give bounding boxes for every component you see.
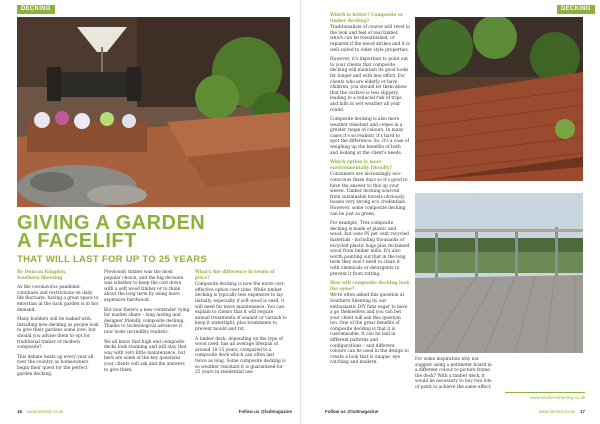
section-heading: Which option is more environmentally friendly?	[330, 160, 392, 171]
page-number-right: 17	[579, 409, 585, 414]
headline-line-1: GIVING A GARDEN	[17, 212, 206, 234]
headline	[17, 214, 297, 250]
website-link-right[interactable]: www.landsd.co.uk	[538, 409, 575, 414]
paragraph: For example, Trex composite decking is made of plastic and wood, but uses 95 per cent recycled materials - including thousands of recycled plastic bags plus reclaimed wood from timber mills. It's also worth pointing out that in the long term they won't need to clean it with chemicals or detergents to prevent it from rotting.	[330, 221, 410, 277]
accent-rule	[505, 392, 585, 393]
footer-left	[17, 409, 292, 414]
deck-photo-top-right	[415, 17, 583, 181]
right-column-2-bottom	[415, 357, 495, 395]
southern-sheeting-link[interactable]: www.southernsheeting.co.uk	[530, 395, 585, 400]
follow-left	[239, 409, 292, 414]
page-gutter	[300, 0, 301, 424]
paragraph: However, it's important to point out to your clients that composite decking will maintain its good looks for longer and with less effort. For clients who are elderly or have children, you should let them know that the surface is less slippery, leading to a reduced risk of trips and falls in wet weather all year round.	[330, 57, 409, 113]
left-column-1	[17, 270, 99, 381]
section-heading: What's the difference in terms of price?	[195, 270, 275, 281]
paragraph: This debate heats up every year all over the country as homeowners begin their quest for the perfect garden decking.	[17, 354, 94, 377]
section-heading: How will composite decking look the same?	[330, 281, 410, 292]
left-column-2	[104, 270, 190, 377]
follow-prefix: Follow us	[238, 409, 260, 414]
website-link-left[interactable]: www.landsd.co.uk	[27, 409, 64, 414]
paragraph: Composite decking is now the more cost-effective option over time. While timber decking is typically less expensive to lay initially, especially if soft wood is used, it will need far more maintenance. You can explain to clients that it will require annual treatments of sealant or varnish to keep it watertight, plus treatments to prevent mould and rot.	[195, 282, 287, 332]
deck-photo-bottom-right	[415, 193, 583, 353]
paragraph: Consumers are increasingly eco-conscious these days so it's good to have the answer to this up your sleeve. Timber decking sourced from sustainable forests obviously boasts very strong eco credentials. However, some composite decking can be just as green.	[330, 172, 408, 217]
follow-handle[interactable]: @lsdmagazine	[347, 409, 379, 414]
paragraph: Previously timber was the most popular choice, and the big decision was whether to keep the cost down with a soft wood timber or to think about the long term by using more expensive hardwood.	[104, 270, 184, 303]
paragraph: For some inspiration why not suggest using a perimeter board in a different colour to picture frame the deck? With a timber deck, it would be necessary to buy two lots of paint to achieve the same effect.	[415, 357, 492, 390]
paragraph: A timber deck, depending on the type of wood used, has an average lifespan of around 10-15 years, compared to a composite deck which can often last twice as long. Some composite decking is so weather resistant it is guaranteed for 25 years in residential use.	[195, 336, 286, 376]
paragraph: We're often asked this question at Southern Sheeting by our enthusiastic DIY fans eager to have a go themselves and you can bet your client will ask this question too. One of the great benefits of composite decking is that it is customisable. It can be laid in different patterns and configurations – and different colours can be used in the design to create a look that is unique, eye catching and modern.	[330, 293, 409, 366]
byline-company: Southern Sheeting	[17, 275, 63, 281]
follow-prefix: Follow us	[325, 409, 346, 414]
paragraph: Many builders will be tasked with installing new decking as people look to give their gardens some love, but should you advise them to opt for traditional timber or modern composite?	[17, 317, 99, 351]
section-heading: Which is better? Composite or timber decking?	[330, 13, 404, 24]
garden-photo-left	[17, 17, 290, 207]
left-column-3	[195, 270, 287, 380]
subheadline: THAT WILL LAST FOR UP TO 25 YEARS	[17, 254, 208, 265]
follow-handle[interactable]: @lsdmagazine	[260, 409, 292, 414]
byline	[17, 270, 99, 281]
section-tag-left: DECKING	[17, 5, 55, 14]
right-column-1	[330, 13, 410, 370]
page-number-left: 16	[17, 409, 23, 414]
follow-right	[325, 409, 378, 414]
footer-right-meta	[539, 409, 585, 414]
paragraph: But now there's a new contender vying for market share – long lasting and designer friendly composite decking. Thanks to technological advances it now looks incredibly realistic.	[104, 307, 190, 335]
paragraph: We all know that high end composite decks look stunning and will stay that way with very little maintenance, but here are some of the key questions your clients will ask and the answers to give them.	[104, 339, 187, 373]
headline-line-2: A FACELIFT	[17, 230, 137, 252]
paragraph: Composite decking is also more weather resistant and comes in a greater range of colours. In many cases it's so realistic it's hard to spot the difference. So, it's a case of weighing up the benefits of both and looking at the client's needs.	[330, 117, 410, 156]
footer-right	[325, 409, 585, 414]
section-tag-right: DECKING	[557, 5, 595, 14]
paragraph: As the coronavirus pandemic continues and restrictions on daily life fluctuate, having a great space to entertain in the back garden is in hot demand.	[17, 285, 99, 313]
site-link-block	[505, 392, 585, 400]
paragraph: Traditionalists of course will revel in the look and feel of real timber, which can be rewarnished, or repaired if the mood strikes and it is well suited to older style properties.	[330, 25, 410, 53]
byline-author: By Duncan Kingdon,	[17, 270, 67, 275]
